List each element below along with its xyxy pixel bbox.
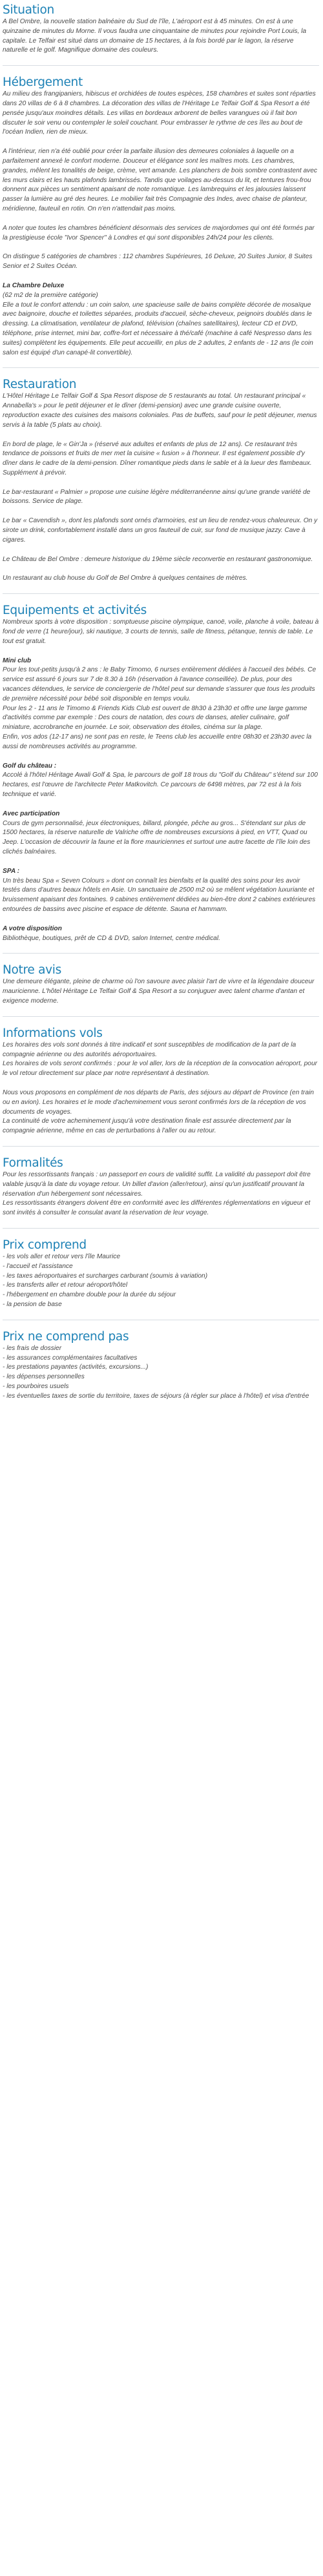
paragraph: [3, 618, 319, 646]
section-divider: [3, 1146, 319, 1147]
section-title-informations-vols: Informations vols: [3, 1026, 103, 1040]
section-divider: [3, 65, 319, 66]
paragraph-heading: A votre disposition: [3, 925, 62, 932]
paragraph-line: - les taxes aéroportuaires et surcharges carburant (soumis à variation): [3, 1272, 208, 1280]
paragraph: [3, 925, 319, 944]
paragraph: [3, 762, 319, 800]
paragraph: [3, 555, 319, 565]
paragraph-line: Les ressortissants étrangers doivent être en conformité avec les différentes réglementations en vigueur et sont invités à consulter le consulat avant la réservation de leur voyage.: [3, 1200, 311, 1217]
section-title-hebergement: Hébergement: [3, 76, 83, 90]
paragraph-line: - les vols aller et retour vers l'île Maurice: [3, 1252, 120, 1260]
section-divider: [3, 953, 319, 954]
section-divider: [3, 367, 319, 368]
paragraph: [3, 810, 319, 857]
paragraph-line: Pour les 2 - 11 ans le Timomo & Friends Kids Club est ouvert de 8h30 à 23h30 et offre une large gamme d'activités comme par exemple : Des cours de natation, des cours de danses, atelier culinaire, golf miniature, accrobranche en journée. Le soir, observation des étoiles, cinéma sur la plage.: [3, 704, 307, 731]
paragraph-line: Nombreux sports à votre disposition : somptueuse piscine olympique, canoë, voile, planche à voile, bateau à fond de verre (1 heure/jour), ski nautique, 3 courts de tennis, salle de fitness, pétanque, tennis de table. Le tout est gratuit.: [3, 618, 319, 645]
paragraph-line: - les dépenses personnelles: [3, 1373, 85, 1381]
paragraph-line: Une demeure élégante, pleine de charme où l'on savoure avec plaisir l'art de vivre et la légendaire douceur mauricienne. L'hôtel Héritage Le Telfair Golf & Spa Resort a su conjuguer avec talent charme d'antan et exigence moderne.: [3, 978, 315, 1005]
paragraph-line: - les pourboires usuels: [3, 1382, 69, 1390]
paragraph-line: L'Hôtel Héritage Le Telfair Golf & Spa Resort dispose de 5 restaurants au total. Un restaurant principal « Annabella's » pour le petit déjeuner et le dîner (demi-pension) avec une grande cuisine ouverte, reproduction exacte des cuisines des maisons coloniales. Pas de buffets, sauf pour le petit déjeuner, menus servis à la table (5 plats au choix).: [3, 393, 317, 429]
paragraph-line: - l'accueil et l'assistance: [3, 1262, 73, 1270]
paragraph-line: - les transferts aller et retour aéroport/hôtel: [3, 1282, 128, 1289]
paragraph: [3, 252, 319, 272]
paragraph-heading: La Chambre Deluxe: [3, 281, 65, 289]
paragraph-line: Un très beau Spa « Seven Colours » dont on connaît les bienfaits et la qualité des soins pour les avoir testés dans d'autres beaux hôtels en Asie. Un sanctuaire de 2500 m2 où se mêlent végétation luxuriante et bruissement apaisant des fontaines. 9 cabines entièrement dédiées au bien-être dont 2 cabines extérieures entourées de bassins avec piscine et espace de détente. Sauna et hammam.: [3, 877, 316, 913]
section-divider: [3, 1228, 319, 1229]
paragraph-line: Accolé à l'hôtel Héritage Awali Golf & Spa, le parcours de golf 18 trous du "Golf du Château" s'étend sur 100 hectares, est l'œuvre de l'architecte Peter Matkovitch. Ce parcours de 6498 mètres, par 72 est à la fois technique et varié.: [3, 772, 318, 799]
paragraph-line: On distingue 5 catégories de chambres : 112 chambres Supérieures, 16 Deluxe, 20 Suites Junior, 8 Suites Senior et 2 Suites Océan.: [3, 253, 313, 271]
paragraph: [3, 224, 319, 243]
section-title-restauration: Restauration: [3, 378, 77, 392]
paragraph-line: A Bel Ombre, la nouvelle station balnéaire du Sud de l'île, L'aéroport est à 45 minutes. On est à une quinzaine de minutes du Morne. Il vous faudra une cinquantaine de minutes pour rejoindre Port Louis, la capitale. Le Telfair est situé dans un domaine de 15 hectares, à la fois bordé par le lagon, la réserve naturelle et le golf. Magnifique domaine des couleurs.: [3, 18, 307, 54]
paragraph: [3, 1170, 319, 1218]
paragraph-heading: Mini club: [3, 657, 32, 664]
paragraph-line: En bord de plage, le « Gin'Ja » (réservé aux adultes et enfants de plus de 12 ans). Ce restaurant très tendance de poissons et fruits de mer met la cuisine « fusion » à l'honneur. Il est également possible d'y dîner dans le cadre de la demi-pension. Dîner romantique pieds dans le sable et à la lueur des flambeaux. Supplément à prévoir.: [3, 440, 312, 476]
paragraph: [3, 977, 319, 1006]
paragraph-line: Bibliothèque, boutiques, prêt de CD & DVD, salon Internet, centre médical.: [3, 934, 220, 942]
paragraph: [3, 1089, 319, 1136]
paragraph: [3, 867, 319, 915]
paragraph-line: A noter que toutes les chambres bénéficient désormais des services de majordomes qui ont été formés par la prestigieuse école "Ivor Spencer" à Londres et qui sont disponibles 24h/24 pour les clients.: [3, 224, 315, 241]
paragraph: [3, 516, 319, 545]
section-title-prix-comprend: Prix comprend: [3, 1238, 87, 1252]
paragraph-line: - l'hébergement en chambre double pour la durée du séjour: [3, 1291, 176, 1299]
paragraph-line: A l'intérieur, rien n'a été oublié pour créer la parfaite illusion des demeures coloniales à laquelle on a parfaitement annexé le confort moderne. Douceur et élégance sont les maîtres mots. Les chambres, grandes, mêlent les tonalités de beige, crème, vert amande. Les planchers de bois sombre contrastent avec les murs clairs et les hauts plafonds lambrissés. Tandis que voilages au-dessus du lit, et tentures frou-frou donnent aux pièces un sentiment apaisant de note romantique. Les lambrequins et les jalousies laissent passer la lumière au gré des heures. Le mobilier fait très Compagnie des Indes, avec chaise de planteur, méridienne, fauteuil en rotin. On n'en n'attendait pas moins.: [3, 148, 318, 212]
paragraph-line: - les éventuelles taxes de sortie du territoire, taxes de séjours (à régler sur place à l'hôtel) et visa d'entrée: [3, 1392, 309, 1400]
paragraph: [3, 17, 319, 56]
paragraph: [3, 1041, 319, 1079]
section-divider: [3, 1016, 319, 1017]
paragraph-heading: Avec participation: [3, 810, 60, 817]
paragraph-line: Nous vous proposons en complément de nos départs de Paris, des séjours au départ de Province (en train ou en avion). Les horaires et le mode d'acheminement vous seront confirmés lors de la réception de vos documents de voyages.: [3, 1089, 314, 1116]
paragraph: [3, 657, 319, 752]
paragraph-line: Les horaires de vols seront confirmés : pour le vol aller, lors de la réception de la convocation aéroport, pour le vol retour directement sur place par notre représentant à destination.: [3, 1060, 317, 1078]
paragraph: [3, 90, 319, 138]
paragraph: [3, 440, 319, 478]
paragraph: [3, 147, 319, 214]
paragraph: [3, 392, 319, 430]
section-title-situation: Situation: [3, 3, 54, 17]
paragraph: [3, 1344, 319, 1402]
paragraph: [3, 488, 319, 507]
section-title-notre-avis: Notre avis: [3, 963, 61, 977]
paragraph-line: La continuité de votre acheminement jusqu'à votre destination finale est assurée directement par la compagnie aérienne, même en cas de perturbations à l'aller ou au retour.: [3, 1118, 291, 1135]
paragraph-line: (62 m2 de la première catégorie): [3, 291, 98, 299]
paragraph-line: - les frais de dossier: [3, 1344, 62, 1352]
section-title-prix-ne-comprend-pas: Prix ne comprend pas: [3, 1329, 129, 1344]
section-title-equipements-et-activites: Equipements et activités: [3, 604, 147, 618]
paragraph-line: Elle a tout le confort attendu : un coin salon, une spacieuse salle de bains complète décorée de mosaïque avec baignoire, douche et toilettes séparées, produits d'accueil, sèche-cheveux, peignoirs doublés dans le dressing. La climatisation, ventilateur de plafond, télévision (chaînes satellitaires), lecteur CD et DVD, téléphone, prise internet, mini bar, coffre-fort et nécessaire à thé/café (machine à café Nespresso dans les suites) complètent les équipements. Elle peut accueillir, en plus de 2 adultes, 2 enfants de - 12 ans (le coin salon est équipé d'un canapé-lit convertible).: [3, 301, 313, 356]
paragraph-heading: Golf du château :: [3, 762, 57, 770]
paragraph-line: Le bar-restaurant « Palmier » propose une cuisine légère méditerranéenne ainsi qu'une grande variété de boissons. Service de plage.: [3, 488, 311, 506]
paragraph-line: Un restaurant au club house du Golf de Bel Ombre à quelques centaines de mètres.: [3, 575, 248, 582]
paragraph: [3, 574, 319, 584]
paragraph-line: Le Château de Bel Ombre : demeure historique du 19ème siècle reconvertie en restaurant gastronomique.: [3, 555, 313, 563]
paragraph-line: Pour les ressortissants français : un passeport en cours de validité suffit. La validité du passeport doit être valable jusqu'à la date du voyage retour. Un billet d'avion (aller/retour), ainsi qu'un justificatif prouvant la réservation d'un hébergement sont nécessaires.: [3, 1170, 311, 1198]
paragraph-heading: SPA :: [3, 867, 20, 875]
paragraph-line: Au milieu des frangipaniers, hibiscus et orchidées de toutes espèces, 158 chambres et suites sont réparties dans 20 villas de 6 à 8 chambres. La décoration des villas de l'Héritage Le Telfair Golf & Spa Resort a été pensée jusqu'aux moindres détails. Les villas en bordeaux arborent de belles varangues où il fait bon discuter le soir venu ou contempler le soleil couchant. Pour embrasser le rythme de ces îles au bout de l'océan Indien, rien de mieux.: [3, 90, 316, 136]
paragraph-line: Cours de gym personnalisé, jeux électroniques, billard, plongée, pêche au gros... S'étendant sur plus de 1500 hectares, la réserve naturelle de Valriche offre de nombreuses excursions à pied, en VTT, Quad ou Jeep. L'occasion de découvrir la faune et la flore mauriciennes et surtout une autre facette de l'île loin des clichés balnéaires.: [3, 819, 311, 855]
paragraph-line: Le bar « Cavendish », dont les plafonds sont ornés d'armoiries, est un lieu de rendez-vous chaleureux. On y sirote un drink, confortablement installé dans un gros fauteuil de cuir, sur fond de musique jazzy. Cave à cigares.: [3, 517, 318, 544]
paragraph-line: - les assurances complémentaires facultatives: [3, 1354, 138, 1362]
paragraph-line: - les prestations payantes (activités, excursions...): [3, 1364, 149, 1371]
section-divider: [3, 593, 319, 594]
section-title-formalites: Formalités: [3, 1156, 63, 1170]
paragraph-line: Les horaires des vols sont donnés à titre indicatif et sont susceptibles de modification de la part de la compagnie aérienne ou des autorités aéroportuaires.: [3, 1041, 297, 1058]
paragraph-line: Enfin, vos ados (12-17 ans) ne sont pas en reste, le Teens club les accueille entre 08h30 et 23h30 avec la aussi de nombreuses activités au programme.: [3, 733, 312, 750]
paragraph-line: Pour les tout-petits jusqu'à 2 ans : le Baby Timomo, 6 nurses entièrement dédiées à l'accueil des bébés. Ce service est assuré 6 jours sur 7 de 8.30 à 16h (réservation à l'avance conseillée). De plus, pour des vacances détendues, le service de conciergerie de l'hôtel peut sur demande s'assurer que tous les produits de première nécessité pour bébé soit disponible en temps voulu.: [3, 666, 317, 702]
paragraph: [3, 1252, 319, 1310]
paragraph: [3, 281, 319, 358]
paragraph-line: - la pension de base: [3, 1300, 62, 1308]
